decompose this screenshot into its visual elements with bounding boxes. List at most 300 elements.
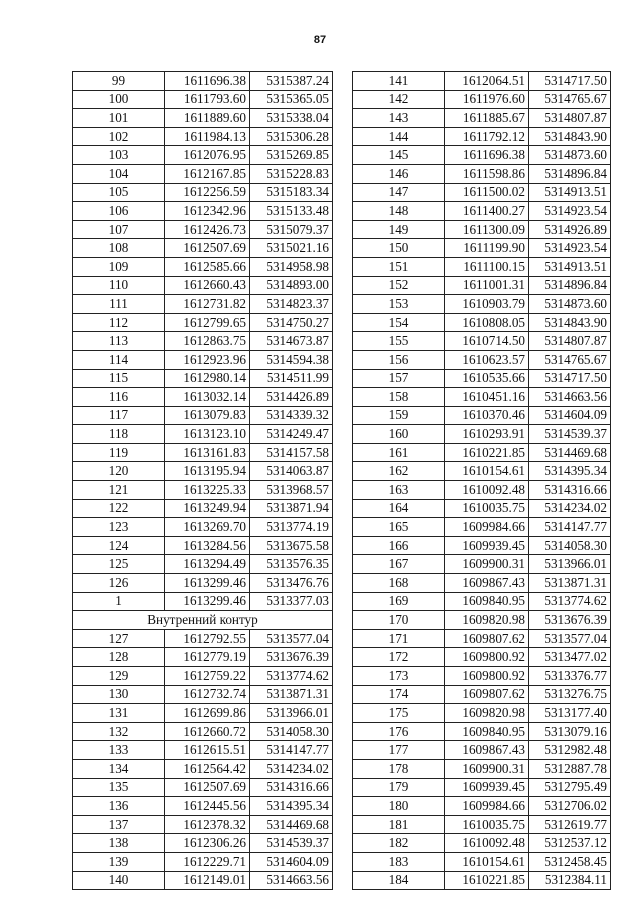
x-coordinate: 1611792.12 [445, 127, 529, 146]
point-number: 149 [353, 220, 445, 239]
x-coordinate: 1612445.56 [165, 797, 250, 816]
y-coordinate: 5314750.27 [250, 313, 333, 332]
point-number: 174 [353, 685, 445, 704]
point-number: 184 [353, 871, 445, 890]
table-row [73, 350, 333, 369]
x-coordinate: 1609939.45 [445, 536, 529, 555]
y-coordinate: 5312795.49 [529, 778, 611, 797]
point-number: 146 [353, 164, 445, 183]
x-coordinate: 1613294.49 [165, 555, 250, 574]
point-number: 167 [353, 555, 445, 574]
point-number: 138 [73, 834, 165, 853]
table-row [353, 313, 611, 332]
table-row [73, 127, 333, 146]
table-row [353, 164, 611, 183]
x-coordinate: 1609900.31 [445, 555, 529, 574]
point-number: 158 [353, 388, 445, 407]
y-coordinate: 5313376.77 [529, 667, 611, 686]
x-coordinate: 1610535.66 [445, 369, 529, 388]
y-coordinate: 5314604.09 [250, 852, 333, 871]
x-coordinate: 1613269.70 [165, 518, 250, 537]
y-coordinate: 5314339.32 [250, 406, 333, 425]
table-row [353, 127, 611, 146]
y-coordinate: 5315021.16 [250, 239, 333, 258]
table-row [353, 722, 611, 741]
table-row [73, 685, 333, 704]
y-coordinate: 5314604.09 [529, 406, 611, 425]
point-number: 175 [353, 704, 445, 723]
point-number: 119 [73, 443, 165, 462]
y-coordinate: 5314717.50 [529, 72, 611, 91]
x-coordinate: 1610092.48 [445, 481, 529, 500]
point-number: 126 [73, 574, 165, 593]
y-coordinate: 5314913.51 [529, 257, 611, 276]
point-number: 1 [73, 592, 165, 611]
x-coordinate: 1612564.42 [165, 759, 250, 778]
y-coordinate: 5315269.85 [250, 146, 333, 165]
x-coordinate: 1611199.90 [445, 239, 529, 258]
y-coordinate: 5315338.04 [250, 109, 333, 128]
point-number: 178 [353, 759, 445, 778]
point-number: 108 [73, 239, 165, 258]
x-coordinate: 1610221.85 [445, 443, 529, 462]
page-number: 87 [313, 34, 327, 46]
point-number: 173 [353, 667, 445, 686]
x-coordinate: 1611001.31 [445, 276, 529, 295]
x-coordinate: 1611885.67 [445, 109, 529, 128]
y-coordinate: 5314147.77 [250, 741, 333, 760]
y-coordinate: 5314395.34 [250, 797, 333, 816]
x-coordinate: 1613161.83 [165, 443, 250, 462]
point-number: 159 [353, 406, 445, 425]
table-row [353, 741, 611, 760]
table-row [353, 183, 611, 202]
y-coordinate: 5313871.31 [529, 574, 611, 593]
x-coordinate: 1613195.94 [165, 462, 250, 481]
x-coordinate: 1612229.71 [165, 852, 250, 871]
point-number: 103 [73, 146, 165, 165]
y-coordinate: 5314765.67 [529, 90, 611, 109]
x-coordinate: 1612378.32 [165, 815, 250, 834]
point-number: 133 [73, 741, 165, 760]
y-coordinate: 5314157.58 [250, 443, 333, 462]
x-coordinate: 1611793.60 [165, 90, 250, 109]
x-coordinate: 1611984.13 [165, 127, 250, 146]
x-coordinate: 1610221.85 [445, 871, 529, 890]
point-number: 177 [353, 741, 445, 760]
y-coordinate: 5313968.57 [250, 481, 333, 500]
y-coordinate: 5314234.02 [529, 499, 611, 518]
y-coordinate: 5314147.77 [529, 518, 611, 537]
y-coordinate: 5312458.45 [529, 852, 611, 871]
x-coordinate: 1610035.75 [445, 499, 529, 518]
x-coordinate: 1609984.66 [445, 518, 529, 537]
table-row [73, 741, 333, 760]
x-coordinate: 1612256.59 [165, 183, 250, 202]
table-row [353, 90, 611, 109]
table-row [353, 574, 611, 593]
table-row [73, 834, 333, 853]
table-row [353, 871, 611, 890]
point-number: 121 [73, 481, 165, 500]
y-coordinate: 5315387.24 [250, 72, 333, 91]
table-row [73, 499, 333, 518]
point-number: 131 [73, 704, 165, 723]
x-coordinate: 1612759.22 [165, 667, 250, 686]
point-number: 163 [353, 481, 445, 500]
table-row [353, 834, 611, 853]
point-number: 147 [353, 183, 445, 202]
x-coordinate: 1610903.79 [445, 295, 529, 314]
table-row [353, 388, 611, 407]
table-row [73, 295, 333, 314]
section-header-row [73, 611, 333, 630]
point-number: 102 [73, 127, 165, 146]
x-coordinate: 1612064.51 [445, 72, 529, 91]
x-coordinate: 1610370.46 [445, 406, 529, 425]
y-coordinate: 5314539.37 [529, 425, 611, 444]
y-coordinate: 5313177.40 [529, 704, 611, 723]
y-coordinate: 5312887.78 [529, 759, 611, 778]
coordinates-table-left [72, 71, 333, 890]
y-coordinate: 5314843.90 [529, 313, 611, 332]
table-row [353, 852, 611, 871]
table-row [353, 648, 611, 667]
x-coordinate: 1612149.01 [165, 871, 250, 890]
point-number: 130 [73, 685, 165, 704]
point-number: 118 [73, 425, 165, 444]
y-coordinate: 5314923.54 [529, 239, 611, 258]
table-row [73, 183, 333, 202]
point-number: 145 [353, 146, 445, 165]
point-number: 176 [353, 722, 445, 741]
point-number: 156 [353, 350, 445, 369]
point-number: 143 [353, 109, 445, 128]
y-coordinate: 5313079.16 [529, 722, 611, 741]
y-coordinate: 5314673.87 [250, 332, 333, 351]
table-row [353, 276, 611, 295]
point-number: 171 [353, 629, 445, 648]
y-coordinate: 5313675.58 [250, 536, 333, 555]
y-coordinate: 5313676.39 [529, 611, 611, 630]
point-number: 155 [353, 332, 445, 351]
y-coordinate: 5313577.04 [529, 629, 611, 648]
table-row [353, 350, 611, 369]
y-coordinate: 5314873.60 [529, 146, 611, 165]
x-coordinate: 1612660.43 [165, 276, 250, 295]
x-coordinate: 1610451.16 [445, 388, 529, 407]
table-row [73, 481, 333, 500]
point-number: 100 [73, 90, 165, 109]
y-coordinate: 5313577.04 [250, 629, 333, 648]
point-number: 153 [353, 295, 445, 314]
table-row [353, 592, 611, 611]
y-coordinate: 5314663.56 [529, 388, 611, 407]
y-coordinate: 5312982.48 [529, 741, 611, 760]
table-row [73, 518, 333, 537]
table-row [353, 239, 611, 258]
table-row [73, 797, 333, 816]
y-coordinate: 5314843.90 [529, 127, 611, 146]
table-row [353, 425, 611, 444]
x-coordinate: 1609984.66 [445, 797, 529, 816]
point-number: 170 [353, 611, 445, 630]
table-row [353, 797, 611, 816]
y-coordinate: 5312384.11 [529, 871, 611, 890]
table-row [353, 202, 611, 221]
x-coordinate: 1613284.56 [165, 536, 250, 555]
y-coordinate: 5314807.87 [529, 109, 611, 128]
x-coordinate: 1613249.94 [165, 499, 250, 518]
y-coordinate: 5314896.84 [529, 276, 611, 295]
point-number: 105 [73, 183, 165, 202]
table-row [353, 462, 611, 481]
point-number: 125 [73, 555, 165, 574]
x-coordinate: 1609900.31 [445, 759, 529, 778]
y-coordinate: 5314249.47 [250, 425, 333, 444]
x-coordinate: 1612585.66 [165, 257, 250, 276]
y-coordinate: 5314234.02 [250, 759, 333, 778]
x-coordinate: 1612799.65 [165, 313, 250, 332]
point-number: 129 [73, 667, 165, 686]
table-row [73, 648, 333, 667]
point-number: 180 [353, 797, 445, 816]
x-coordinate: 1612779.19 [165, 648, 250, 667]
y-coordinate: 5314426.89 [250, 388, 333, 407]
table-row [353, 220, 611, 239]
point-number: 113 [73, 332, 165, 351]
table-row [73, 109, 333, 128]
table-row [73, 759, 333, 778]
table-row [73, 202, 333, 221]
y-coordinate: 5314395.34 [529, 462, 611, 481]
y-coordinate: 5315183.34 [250, 183, 333, 202]
point-number: 168 [353, 574, 445, 593]
point-number: 114 [73, 350, 165, 369]
x-coordinate: 1609867.43 [445, 741, 529, 760]
table-row [73, 574, 333, 593]
x-coordinate: 1609867.43 [445, 574, 529, 593]
x-coordinate: 1612980.14 [165, 369, 250, 388]
point-number: 120 [73, 462, 165, 481]
y-coordinate: 5314926.89 [529, 220, 611, 239]
point-number: 165 [353, 518, 445, 537]
point-number: 162 [353, 462, 445, 481]
y-coordinate: 5314316.66 [250, 778, 333, 797]
x-coordinate: 1611100.15 [445, 257, 529, 276]
table-row [73, 555, 333, 574]
y-coordinate: 5314923.54 [529, 202, 611, 221]
table-row [353, 667, 611, 686]
y-coordinate: 5314896.84 [529, 164, 611, 183]
table-row [353, 704, 611, 723]
y-coordinate: 5312619.77 [529, 815, 611, 834]
table-row [73, 388, 333, 407]
x-coordinate: 1611976.60 [445, 90, 529, 109]
y-coordinate: 5314469.68 [529, 443, 611, 462]
table-row [73, 443, 333, 462]
point-number: 122 [73, 499, 165, 518]
x-coordinate: 1612660.72 [165, 722, 250, 741]
point-number: 151 [353, 257, 445, 276]
table-row [353, 146, 611, 165]
table-row [353, 332, 611, 351]
point-number: 183 [353, 852, 445, 871]
point-number: 150 [353, 239, 445, 258]
x-coordinate: 1612342.96 [165, 202, 250, 221]
y-coordinate: 5315079.37 [250, 220, 333, 239]
table-row [73, 313, 333, 332]
x-coordinate: 1610714.50 [445, 332, 529, 351]
point-number: 160 [353, 425, 445, 444]
x-coordinate: 1613032.14 [165, 388, 250, 407]
x-coordinate: 1610623.57 [445, 350, 529, 369]
point-number: 152 [353, 276, 445, 295]
x-coordinate: 1610154.61 [445, 852, 529, 871]
y-coordinate: 5313774.19 [250, 518, 333, 537]
x-coordinate: 1612792.55 [165, 629, 250, 648]
x-coordinate: 1612731.82 [165, 295, 250, 314]
x-coordinate: 1612923.96 [165, 350, 250, 369]
point-number: 136 [73, 797, 165, 816]
point-number: 139 [73, 852, 165, 871]
table-row [353, 518, 611, 537]
table-row [73, 852, 333, 871]
point-number: 161 [353, 443, 445, 462]
y-coordinate: 5314893.00 [250, 276, 333, 295]
coordinates-table-right [352, 71, 611, 890]
table-row [73, 369, 333, 388]
table-row [353, 481, 611, 500]
table-row [73, 332, 333, 351]
y-coordinate: 5314594.38 [250, 350, 333, 369]
table-row [353, 685, 611, 704]
point-number: 128 [73, 648, 165, 667]
point-number: 179 [353, 778, 445, 797]
point-number: 110 [73, 276, 165, 295]
point-number: 116 [73, 388, 165, 407]
point-number: 107 [73, 220, 165, 239]
table-row [73, 722, 333, 741]
x-coordinate: 1609840.95 [445, 592, 529, 611]
y-coordinate: 5315306.28 [250, 127, 333, 146]
y-coordinate: 5314511.99 [250, 369, 333, 388]
y-coordinate: 5313966.01 [250, 704, 333, 723]
x-coordinate: 1613123.10 [165, 425, 250, 444]
y-coordinate: 5313774.62 [529, 592, 611, 611]
y-coordinate: 5315228.83 [250, 164, 333, 183]
y-coordinate: 5314717.50 [529, 369, 611, 388]
table-row [353, 72, 611, 91]
table-body-right [353, 72, 611, 890]
table-row [353, 406, 611, 425]
x-coordinate: 1612076.95 [165, 146, 250, 165]
point-number: 181 [353, 815, 445, 834]
x-coordinate: 1609840.95 [445, 722, 529, 741]
table-row [353, 778, 611, 797]
table-row [73, 462, 333, 481]
x-coordinate: 1612615.51 [165, 741, 250, 760]
x-coordinate: 1610035.75 [445, 815, 529, 834]
x-coordinate: 1609807.62 [445, 685, 529, 704]
table-row [73, 406, 333, 425]
table-row [73, 164, 333, 183]
table-row [353, 815, 611, 834]
table-row [73, 90, 333, 109]
y-coordinate: 5313377.03 [250, 592, 333, 611]
y-coordinate: 5313676.39 [250, 648, 333, 667]
y-coordinate: 5315365.05 [250, 90, 333, 109]
point-number: 141 [353, 72, 445, 91]
point-number: 148 [353, 202, 445, 221]
x-coordinate: 1612507.69 [165, 778, 250, 797]
y-coordinate: 5313966.01 [529, 555, 611, 574]
table-row [353, 629, 611, 648]
y-coordinate: 5315133.48 [250, 202, 333, 221]
table-row [73, 146, 333, 165]
point-number: 135 [73, 778, 165, 797]
y-coordinate: 5314807.87 [529, 332, 611, 351]
y-coordinate: 5312706.02 [529, 797, 611, 816]
y-coordinate: 5314063.87 [250, 462, 333, 481]
point-number: 142 [353, 90, 445, 109]
y-coordinate: 5314823.37 [250, 295, 333, 314]
point-number: 134 [73, 759, 165, 778]
table-row [353, 109, 611, 128]
x-coordinate: 1612863.75 [165, 332, 250, 351]
point-number: 124 [73, 536, 165, 555]
table-row [73, 778, 333, 797]
table-row [353, 499, 611, 518]
table-row [353, 759, 611, 778]
table-row [73, 667, 333, 686]
point-number: 104 [73, 164, 165, 183]
x-coordinate: 1610154.61 [445, 462, 529, 481]
y-coordinate: 5314663.56 [250, 871, 333, 890]
table-row [73, 704, 333, 723]
point-number: 106 [73, 202, 165, 221]
y-coordinate: 5314913.51 [529, 183, 611, 202]
table-row [353, 295, 611, 314]
x-coordinate: 1612732.74 [165, 685, 250, 704]
y-coordinate: 5314958.98 [250, 257, 333, 276]
point-number: 112 [73, 313, 165, 332]
x-coordinate: 1609807.62 [445, 629, 529, 648]
point-number: 164 [353, 499, 445, 518]
x-coordinate: 1612426.73 [165, 220, 250, 239]
x-coordinate: 1611500.02 [445, 183, 529, 202]
table-row [73, 425, 333, 444]
y-coordinate: 5313476.76 [250, 574, 333, 593]
y-coordinate: 5314316.66 [529, 481, 611, 500]
x-coordinate: 1609800.92 [445, 648, 529, 667]
point-number: 166 [353, 536, 445, 555]
x-coordinate: 1609939.45 [445, 778, 529, 797]
table-row [73, 239, 333, 258]
table-row [73, 72, 333, 91]
x-coordinate: 1609800.92 [445, 667, 529, 686]
point-number: 101 [73, 109, 165, 128]
point-number: 109 [73, 257, 165, 276]
y-coordinate: 5314469.68 [250, 815, 333, 834]
y-coordinate: 5313871.31 [250, 685, 333, 704]
x-coordinate: 1610808.05 [445, 313, 529, 332]
table-row [353, 369, 611, 388]
table-row [73, 276, 333, 295]
x-coordinate: 1610092.48 [445, 834, 529, 853]
x-coordinate: 1611300.09 [445, 220, 529, 239]
x-coordinate: 1612167.85 [165, 164, 250, 183]
